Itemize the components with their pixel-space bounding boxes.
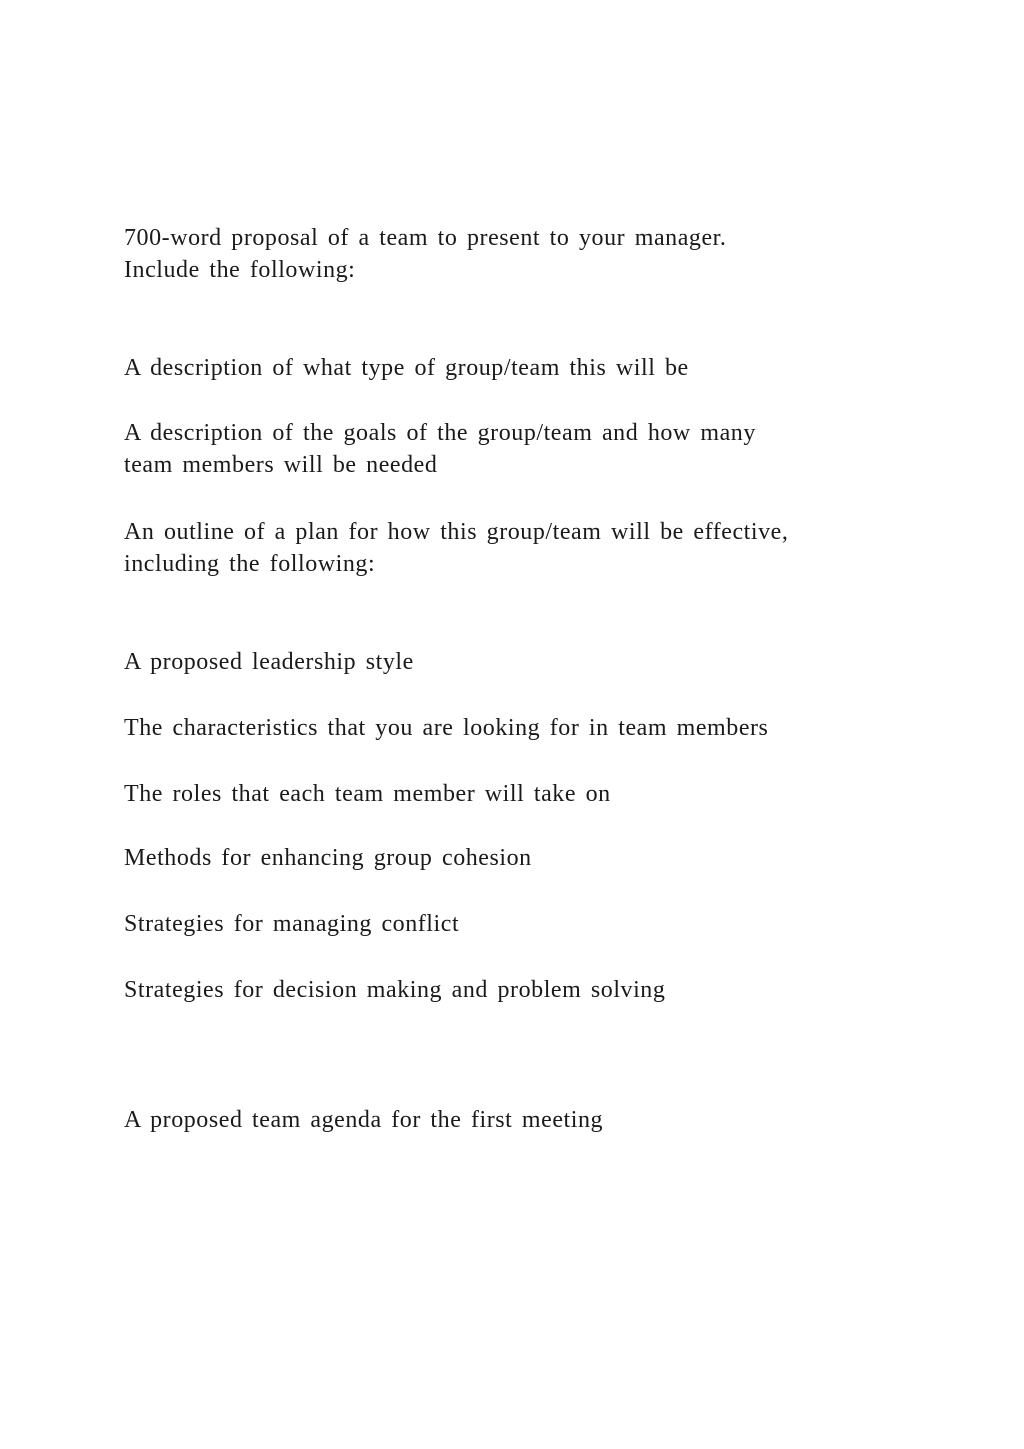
agenda-line: A proposed team agenda for the first meeting bbox=[124, 1107, 604, 1133]
subitem-roles: The roles that each team member will take on bbox=[124, 781, 611, 807]
item-outline-line-1: An outline of a plan for how this group/team will be effective, bbox=[124, 519, 789, 545]
item-group-type: A description of what type of group/team this will be bbox=[124, 355, 689, 381]
subitem-characteristics: The characteristics that you are looking for in team members bbox=[124, 715, 769, 741]
intro-line-1: 700-word proposal of a team to present to your manager. bbox=[124, 225, 727, 251]
item-goals-line-2: team members will be needed bbox=[124, 452, 438, 478]
item-outline-line-2: including the following: bbox=[124, 551, 376, 577]
subitem-conflict: Strategies for managing conflict bbox=[124, 911, 460, 937]
subitem-leadership: A proposed leadership style bbox=[124, 649, 414, 675]
subitem-decision: Strategies for decision making and problem solving bbox=[124, 977, 666, 1003]
item-goals-line-1: A description of the goals of the group/team and how many bbox=[124, 420, 756, 446]
intro-line-2: Include the following: bbox=[124, 257, 356, 283]
subitem-cohesion: Methods for enhancing group cohesion bbox=[124, 845, 532, 871]
